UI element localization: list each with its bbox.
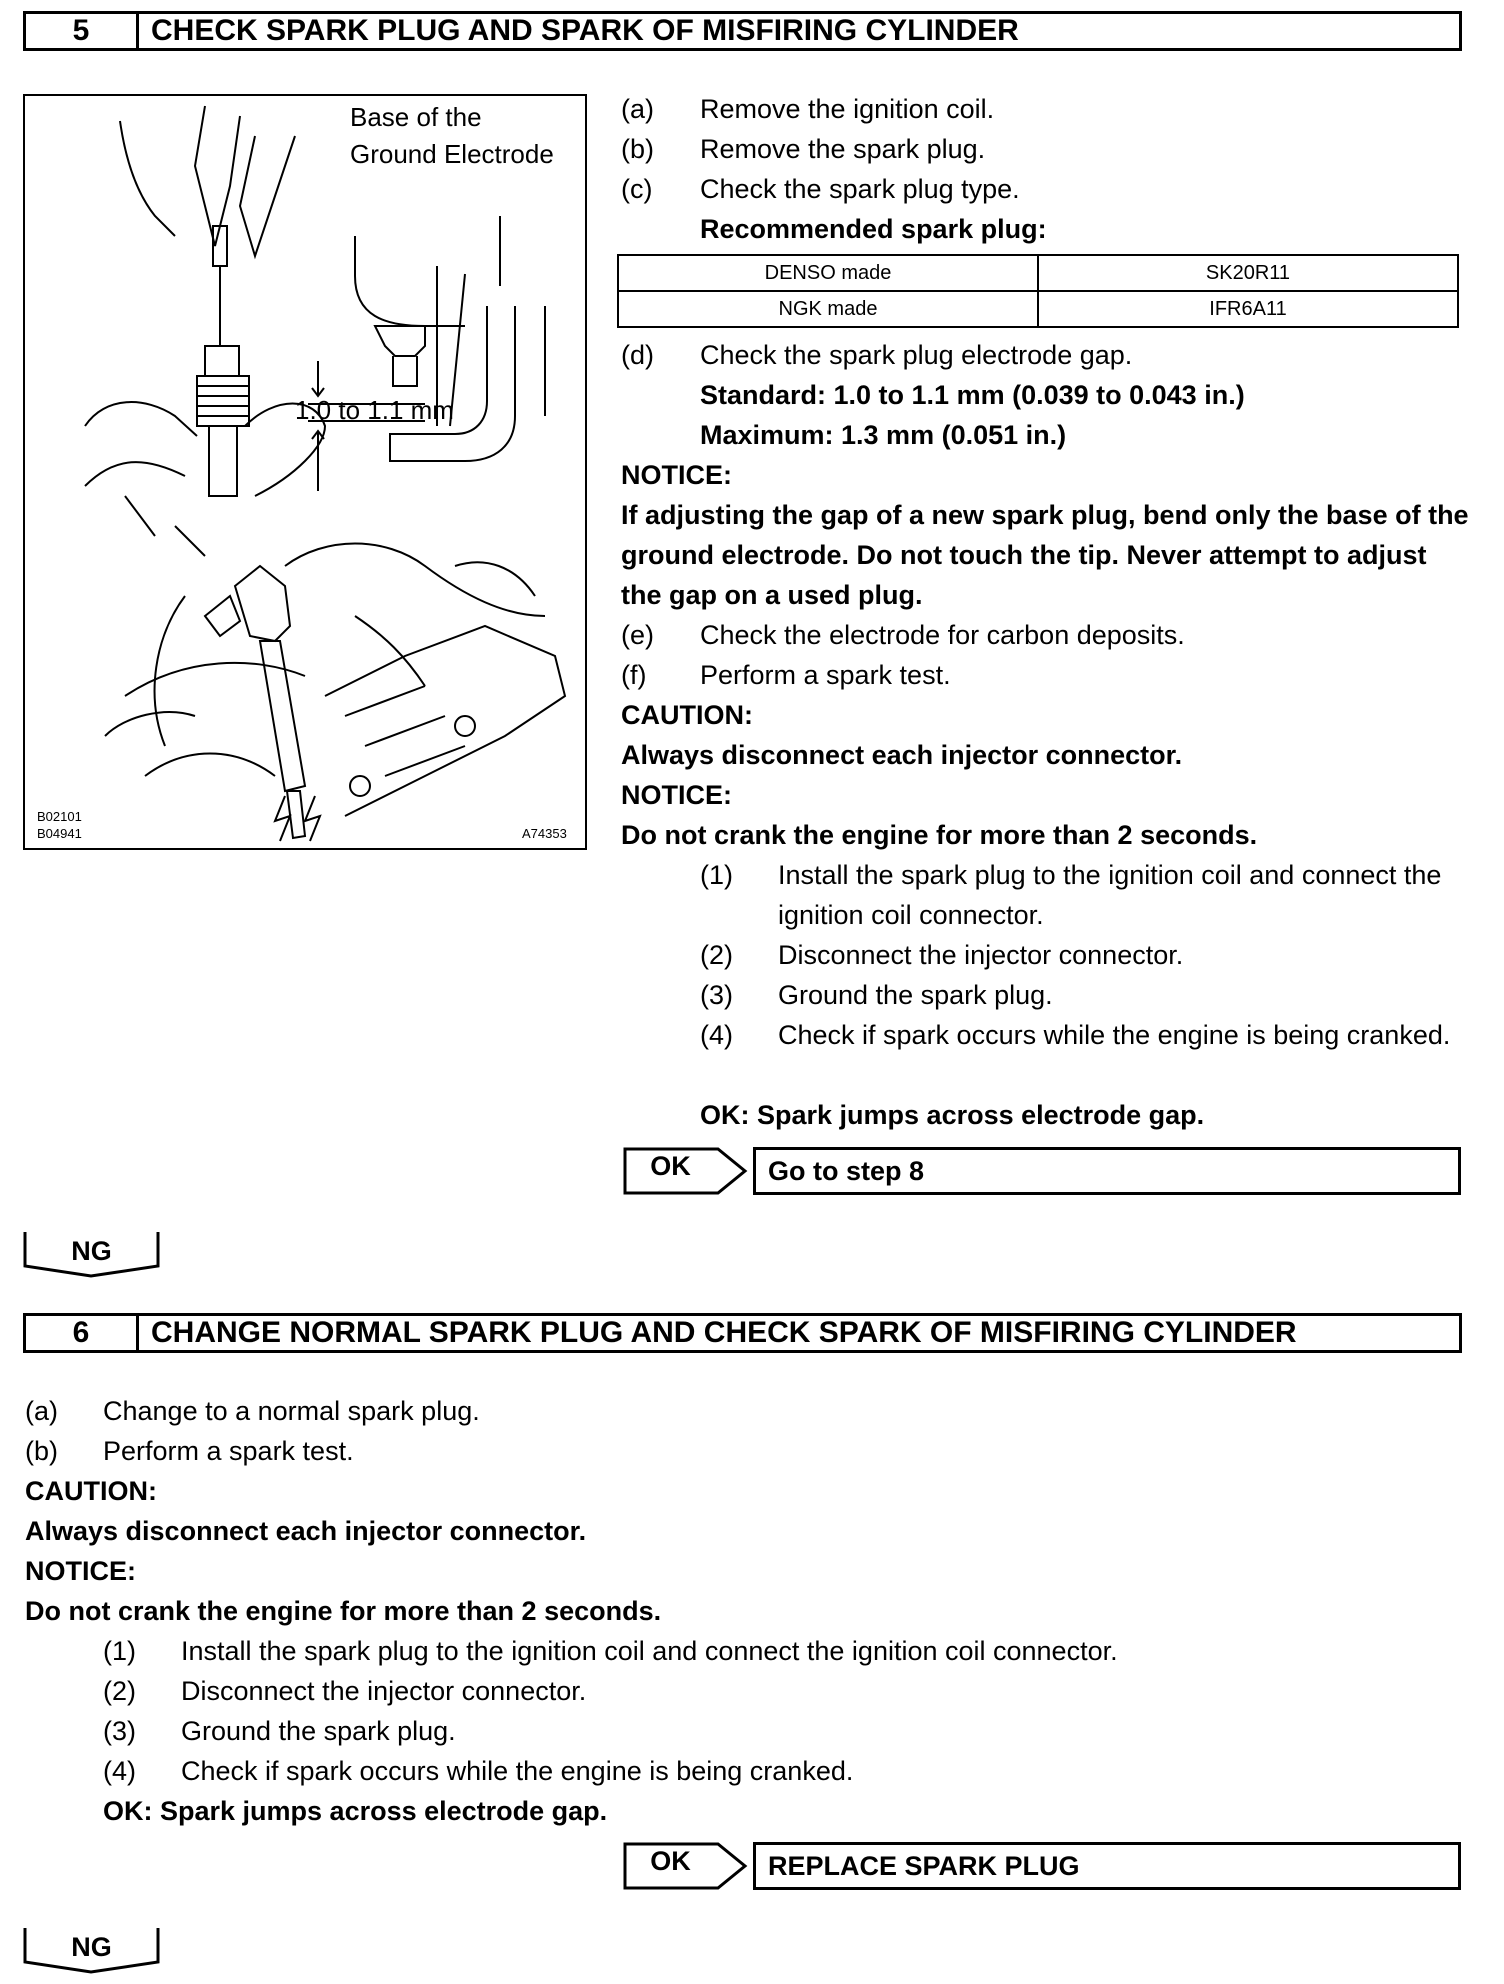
notice-text: If adjusting the gap of a new spark plug, bend only the base of the ground electrode. Do not touch the tip. Never attempt to adjust the gap on a used plug. <box>621 500 1469 610</box>
base-callout: Base of the <box>350 102 482 132</box>
table-cell: DENSO made <box>618 255 1038 291</box>
caution-text: Always disconnect each injector connector. <box>621 740 1183 770</box>
figure-code-1: B02101 <box>37 809 82 824</box>
subitem-label: (3) <box>103 1716 136 1746</box>
caution-heading: CAUTION: <box>25 1476 157 1506</box>
step-title: CHANGE NORMAL SPARK PLUG AND CHECK SPARK OF MISFIRING CYLINDER <box>151 1316 1297 1349</box>
notice-text: Do not crank the engine for more than 2 seconds. <box>25 1596 662 1626</box>
step-number: 5 <box>26 14 139 48</box>
item-label: (f) <box>621 660 647 690</box>
ok-arrow-box[interactable] <box>623 1147 723 1195</box>
item-text: Check the spark plug type. <box>700 174 1020 204</box>
item-text: Check the spark plug electrode gap. <box>700 340 1133 370</box>
table-row <box>618 255 1458 291</box>
table-row <box>618 291 1458 327</box>
subitem-text: Ground the spark plug. <box>181 1716 456 1746</box>
item-label: (a) <box>25 1396 58 1426</box>
item-text: Change to a normal spark plug. <box>103 1396 480 1426</box>
spark-plug-table <box>617 254 1459 328</box>
subitem-text: Check if spark occurs while the engine is being cranked. <box>181 1756 854 1786</box>
subitem-label: (3) <box>700 980 733 1010</box>
maximum-spec: Maximum: 1.3 mm (0.051 in.) <box>700 420 1067 450</box>
subitem-text: Install the spark plug to the ignition coil and connect the ignition coil connector. <box>778 860 1442 930</box>
figure-code-3: A74353 <box>522 826 567 841</box>
ok-branch[interactable] <box>623 1842 1461 1890</box>
item-text: Remove the spark plug. <box>700 134 986 164</box>
caution-heading: CAUTION: <box>621 700 753 730</box>
spark-plug-illustration <box>25 96 585 848</box>
subitem-text: Ground the spark plug. <box>778 980 1053 1010</box>
item-label: (a) <box>621 94 654 124</box>
subitem-label: (1) <box>103 1636 136 1666</box>
ng-branch-step5[interactable] <box>23 1230 160 1278</box>
subitem-label: (2) <box>700 940 733 970</box>
standard-spec: Standard: 1.0 to 1.1 mm (0.039 to 0.043 in.) <box>700 380 1245 410</box>
table-cell: SK20R11 <box>1038 255 1458 291</box>
spark-plug-figure <box>23 94 587 850</box>
subitem-text: Check if spark occurs while the engine is being cranked. <box>778 1020 1451 1050</box>
notice-text: Do not crank the engine for more than 2 seconds. <box>621 820 1258 850</box>
subitem-label: (4) <box>700 1020 733 1050</box>
item-label: (b) <box>621 134 654 164</box>
notice-heading: NOTICE: <box>621 460 732 490</box>
subitem-text: Disconnect the injector connector. <box>778 940 1184 970</box>
table-cell: IFR6A11 <box>1038 291 1458 327</box>
step-title: CHECK SPARK PLUG AND SPARK OF MISFIRING CYLINDER <box>151 14 1019 47</box>
ok-label: OK <box>650 1151 691 1181</box>
figure-code-2: B04941 <box>37 826 82 841</box>
subitem-text: Disconnect the injector connector. <box>181 1676 587 1706</box>
item-label: (d) <box>621 340 654 370</box>
ok-branch[interactable] <box>623 1147 1461 1195</box>
step-5-header <box>23 11 1462 51</box>
item-text: Check the electrode for carbon deposits. <box>700 620 1185 650</box>
ground-electrode-callout: Ground Electrode <box>350 139 554 169</box>
table-cell: NGK made <box>618 291 1038 327</box>
subitem-label: (1) <box>700 860 733 890</box>
item-label: (b) <box>25 1436 58 1466</box>
item-label: (c) <box>621 174 653 204</box>
subitem-text: Install the spark plug to the ignition coil and connect the ignition coil connector. <box>181 1636 1118 1666</box>
ok-arrow-box[interactable] <box>623 1842 723 1890</box>
step-number: 6 <box>26 1316 139 1350</box>
step-6-header <box>23 1313 1462 1353</box>
gap-dimension-label: 1.0 to 1.1 mm <box>295 395 454 425</box>
go-to-step-8-link[interactable]: Go to step 8 <box>753 1147 1461 1195</box>
item-text: Perform a spark test. <box>700 660 951 690</box>
item-text: Perform a spark test. <box>103 1436 354 1466</box>
notice-heading: NOTICE: <box>25 1556 136 1586</box>
ng-branch-step6[interactable] <box>23 1926 160 1974</box>
replace-spark-plug-link[interactable]: REPLACE SPARK PLUG <box>753 1842 1461 1890</box>
recommended-heading: Recommended spark plug: <box>700 214 1047 244</box>
subitem-label: (2) <box>103 1676 136 1706</box>
ok-result: OK: Spark jumps across electrode gap. <box>103 1796 608 1826</box>
ok-result: OK: Spark jumps across electrode gap. <box>700 1100 1205 1130</box>
ok-label: OK <box>650 1846 691 1876</box>
item-label: (e) <box>621 620 654 650</box>
item-text: Remove the ignition coil. <box>700 94 995 124</box>
caution-text: Always disconnect each injector connector. <box>25 1516 587 1546</box>
ng-label: NG <box>71 1932 112 1962</box>
notice-heading: NOTICE: <box>621 780 732 810</box>
subitem-label: (4) <box>103 1756 136 1786</box>
ng-label: NG <box>71 1236 112 1266</box>
